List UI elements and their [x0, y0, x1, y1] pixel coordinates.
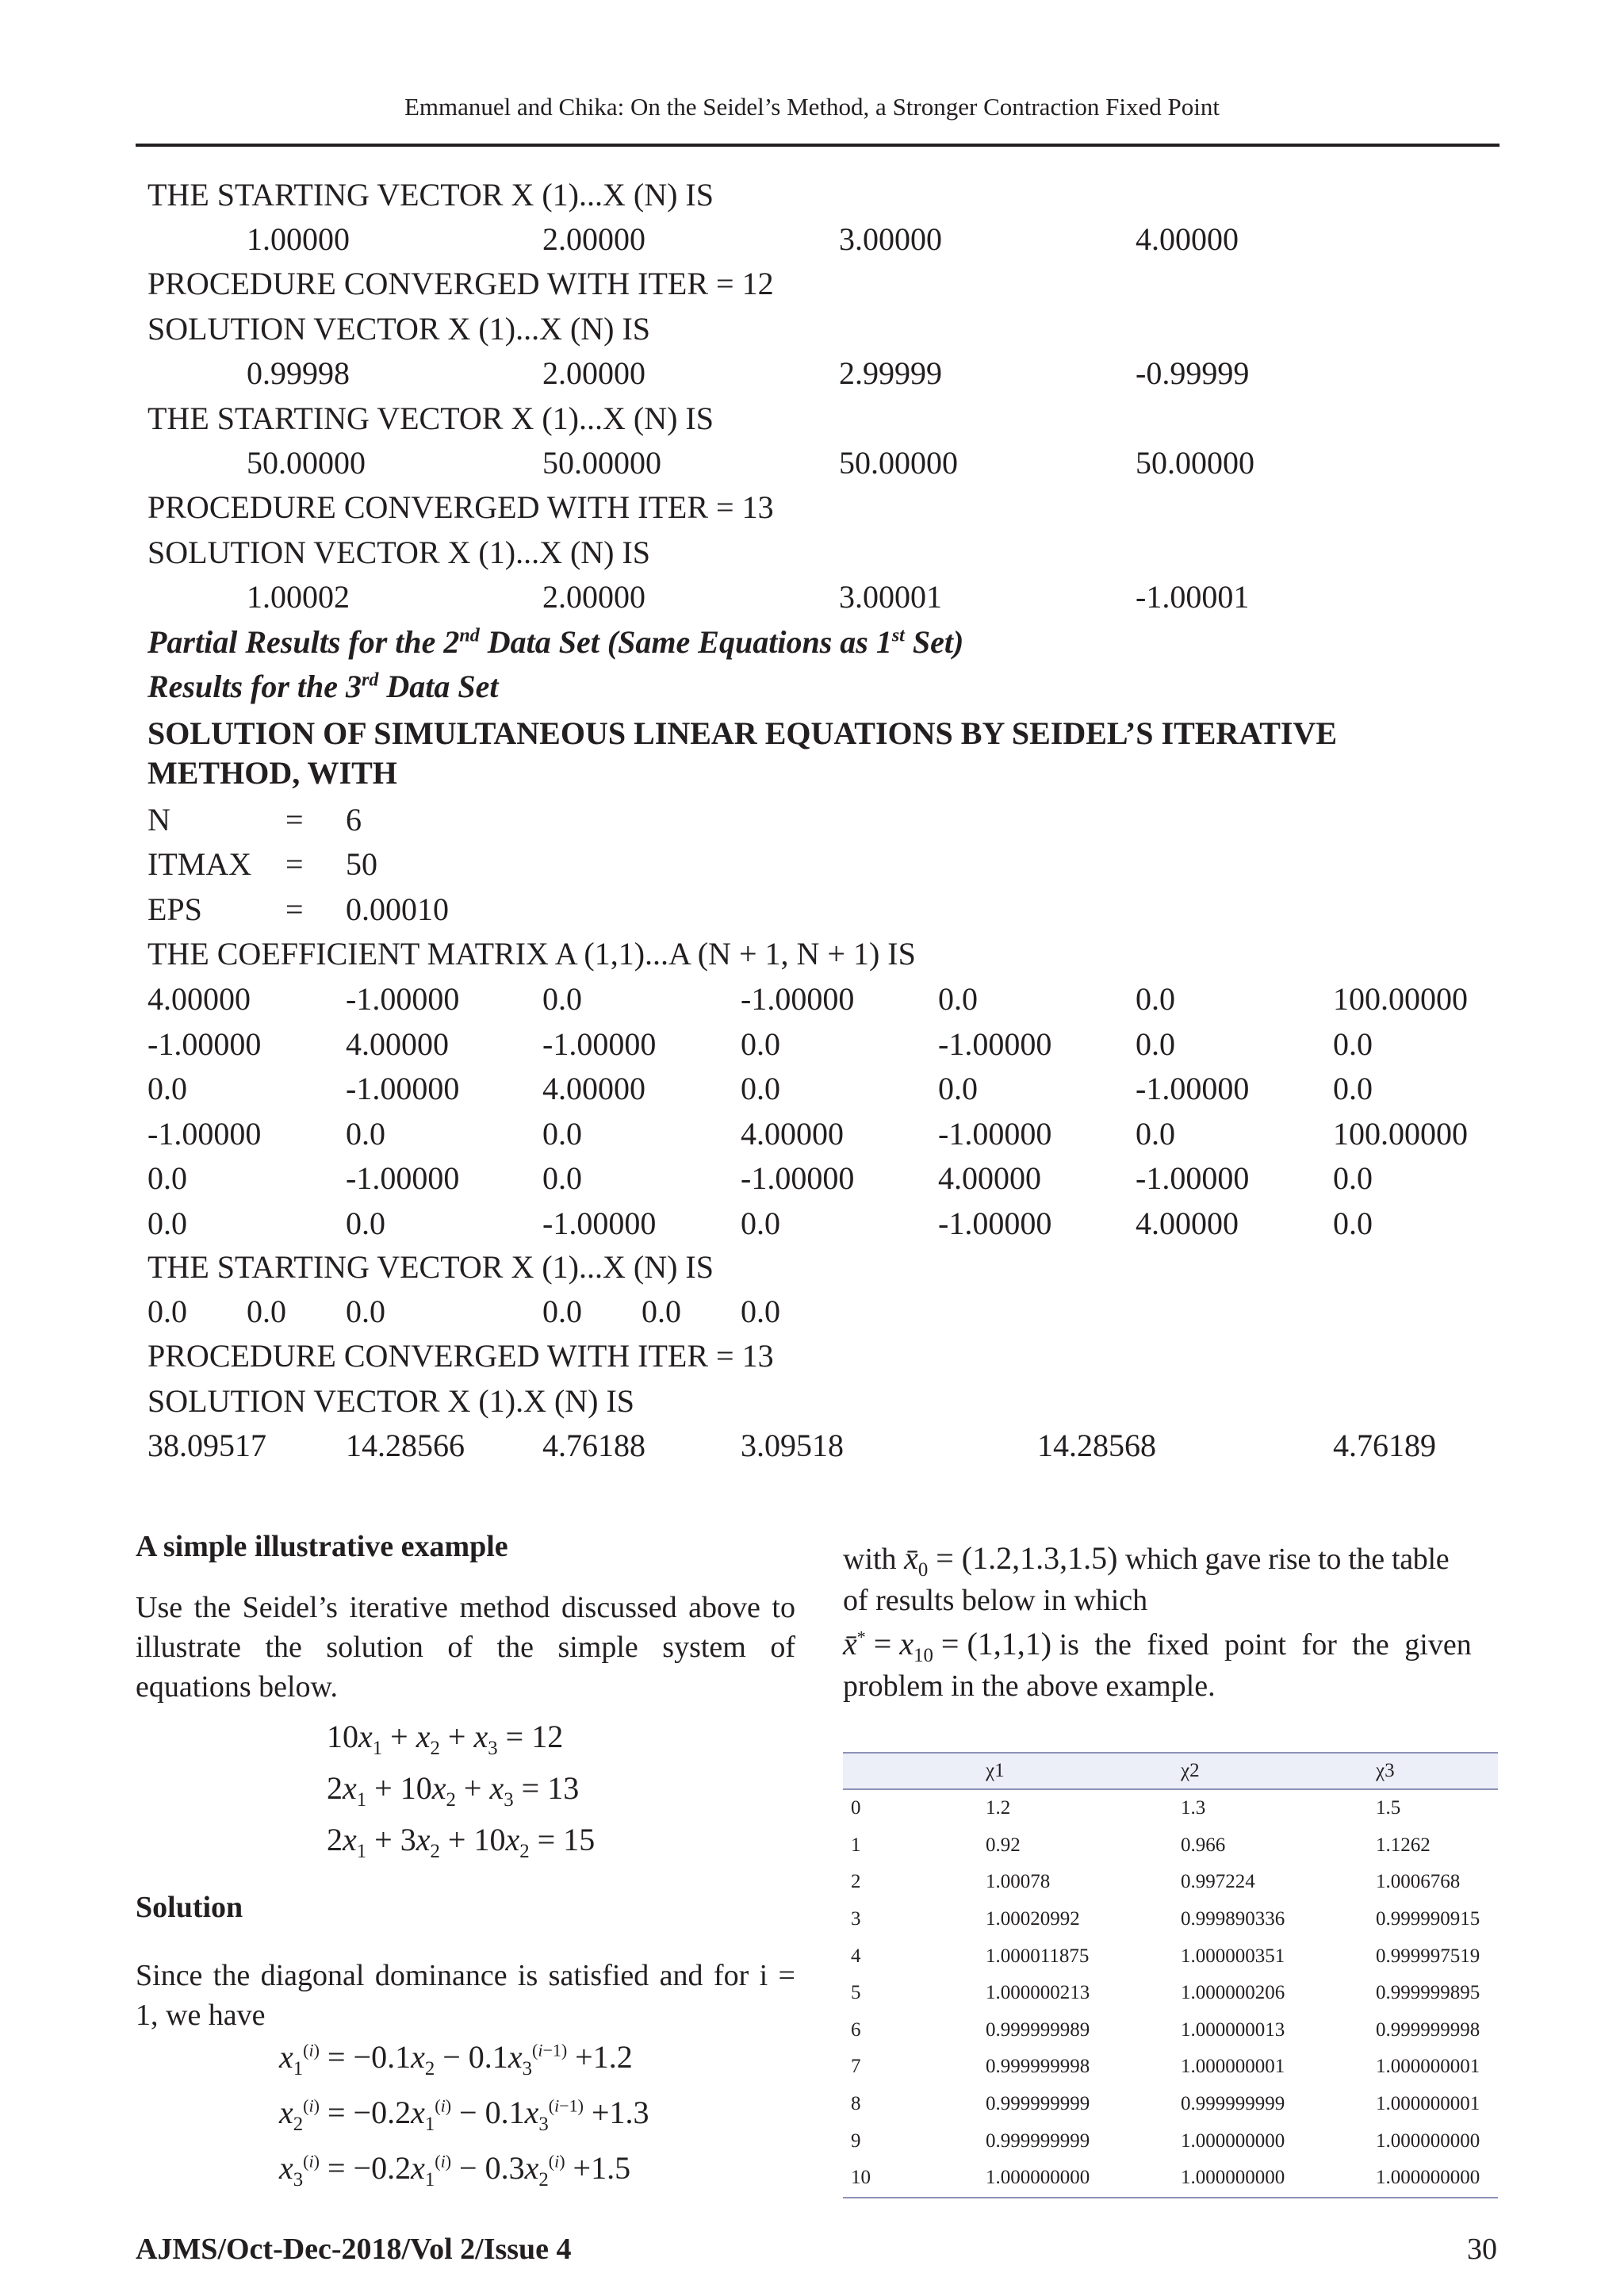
matrix-label: THE COEFFICIENT MATRIX A (1,1)...A (N + 1, N + 1) IS	[147, 936, 916, 972]
matrix-cell: -1.00000	[1136, 1160, 1250, 1196]
table-cell: 1	[851, 1834, 861, 1856]
param-equals: =	[285, 802, 304, 838]
matrix-cell: 100.00000	[1333, 981, 1468, 1017]
start3-value: 0.0	[741, 1294, 780, 1329]
matrix-cell: -1.00000	[147, 1025, 262, 1062]
matrix-cell: -1.00000	[938, 1205, 1052, 1241]
table-cell: 1.000011875	[986, 1945, 1090, 1967]
table-cell: 1.000000351	[1181, 1945, 1285, 1967]
matrix-cell: 0.0	[542, 981, 582, 1017]
start2-value: 50.00000	[1136, 445, 1254, 481]
matrix-cell: 0.0	[147, 1205, 187, 1241]
table-cell: 7	[851, 2056, 861, 2078]
matrix-cell: 0.0	[1333, 1160, 1373, 1196]
matrix-cell: 0.0	[1136, 1025, 1175, 1062]
iteration-equation-2: $x_2^{(i)} = -0.2x_1^{(i)} - 0.1x_3^{(i-1)} +1.3$	[279, 2095, 649, 2135]
matrix-cell: 0.0	[147, 1071, 187, 1106]
solution-heading-line-2: METHOD, WITH	[147, 755, 397, 791]
start3-value: 0.0	[542, 1294, 582, 1329]
param-name: N	[147, 802, 170, 838]
table-cell: 8	[851, 2093, 861, 2115]
table-row	[843, 1901, 1498, 1938]
table-cell: 1.5	[1376, 1797, 1401, 1819]
table-cell: 1.000000001	[1376, 2056, 1480, 2078]
matrix-cell: 0.0	[542, 1115, 582, 1152]
table-cell: 0.966	[1181, 1834, 1226, 1856]
solution-text: Since the diagonal dominance is satisfied and for i = 1, we have	[136, 1959, 795, 2032]
system-equation-3: $2x_1 + 3x_2 + 10x_2 = 15$	[327, 1822, 596, 1862]
right-line-3: x̄* = $x_{10} = (1,1,1)$ is the fixed point for the given	[843, 1626, 1472, 1666]
table-cell: 0.999890336	[1181, 1908, 1285, 1930]
table-cell: 0.999999999	[986, 2093, 1090, 2115]
param-value: 6	[346, 802, 362, 838]
table-cell: 10	[843, 2160, 986, 2198]
partial-results-heading: Partial Results for the 2nd Data Set (Same Equations as 1st Set)	[147, 624, 964, 660]
table-row	[843, 1938, 1498, 1975]
start3-label: THE STARTING VECTOR X (1)...X (N) IS	[147, 1249, 714, 1285]
matrix-cell: 0.0	[147, 1160, 187, 1196]
solution-heading: Solution	[136, 1891, 243, 1924]
param-equals: =	[285, 891, 304, 927]
param-value: 50	[346, 846, 377, 882]
iteration-equation-1: $x_1^{(i)} = -0.1x_2 - 0.1x_3^{(i-1)} +1.2$	[279, 2039, 633, 2079]
example-heading: A simple illustrative example	[136, 1530, 508, 1563]
table-cell: 1.3	[1181, 1797, 1206, 1819]
start1-label: THE STARTING VECTOR X (1)...X (N) IS	[147, 177, 714, 213]
solution1-value: 2.00000	[542, 355, 645, 391]
solution3-value: 4.76188	[542, 1428, 645, 1463]
param-equals: =	[285, 846, 304, 882]
table-row	[843, 1789, 1498, 1827]
page-number: 30	[1467, 2233, 1497, 2266]
table-cell: 1.000000000	[1376, 2129, 1480, 2152]
solution3-value: 38.09517	[147, 1428, 266, 1463]
table-cell: 1.0006768	[1376, 1871, 1461, 1893]
start1-value: 2.00000	[542, 221, 645, 257]
start3-value: 0.0	[642, 1294, 681, 1329]
matrix-cell: 0.0	[938, 1071, 978, 1106]
system-equation-1: $10x_1 + x_2 + x_3 = 12$	[327, 1719, 564, 1759]
right-line-1: with $x̄_0 = (1.2,1.3,1.5)$ which gave rise to the table	[843, 1540, 1450, 1581]
table-cell: 0.999999999	[1181, 2093, 1285, 2115]
table-row	[843, 2012, 1498, 2049]
param-value: 0.00010	[346, 891, 449, 927]
matrix-cell: 4.00000	[147, 981, 251, 1017]
table-row	[843, 2122, 1498, 2160]
matrix-cell: 0.0	[542, 1160, 582, 1196]
solution3-value: 14.28566	[346, 1428, 465, 1463]
matrix-cell: 100.00000	[1333, 1115, 1468, 1152]
table-cell: 2	[851, 1871, 861, 1893]
table-row	[843, 2049, 1498, 2086]
start1-value: 1.00000	[247, 221, 350, 257]
right-line-2: of results below in which	[843, 1584, 1148, 1617]
solution-heading-line-1: SOLUTION OF SIMULTANEOUS LINEAR EQUATIONS BY SEIDEL’S ITERATIVE	[147, 715, 1338, 751]
matrix-cell: 4.00000	[1136, 1205, 1239, 1241]
matrix-cell: 0.0	[346, 1205, 385, 1241]
matrix-cell: -1.00000	[741, 981, 855, 1017]
table-cell: 1.000000213	[986, 1982, 1090, 2004]
converged-line-3: PROCEDURE CONVERGED WITH ITER = 13	[147, 1338, 774, 1374]
table-header-cell: χ3	[1376, 1753, 1498, 1789]
table-row	[843, 2086, 1498, 2123]
table-cell: 0.999999999	[986, 2129, 1090, 2152]
matrix-cell: -1.00000	[147, 1115, 262, 1152]
param-name: ITMAX	[147, 846, 252, 882]
table-cell: 1.000000001	[1376, 2093, 1480, 2115]
system-equation-2: $2x_1 + 10x_2 + x_3 = 13$	[327, 1770, 580, 1811]
table-cell: 1.000000000	[1376, 2160, 1498, 2198]
matrix-cell: -1.00000	[741, 1160, 855, 1196]
param-name: EPS	[147, 891, 202, 927]
start2-value: 50.00000	[839, 445, 958, 481]
table-cell: 5	[851, 1982, 861, 2004]
example-intro: Use the Seidel’s iterative method discussed above to illustrate the solution of the simple system of equations below.	[136, 1591, 795, 1704]
matrix-cell: -1.00000	[542, 1205, 657, 1241]
table-cell: 0	[851, 1797, 861, 1819]
table-cell: 6	[851, 2018, 861, 2041]
table-cell: 0.999997519	[1376, 1945, 1480, 1967]
matrix-cell: -1.00000	[1136, 1071, 1250, 1106]
solution3-value: 3.09518	[741, 1428, 844, 1463]
table-cell: 1.000000206	[1181, 1982, 1285, 2004]
iteration-results-table	[843, 1752, 1498, 2198]
matrix-cell: 0.0	[1136, 981, 1175, 1017]
matrix-cell: 0.0	[741, 1025, 780, 1062]
header-rule	[136, 144, 1500, 147]
table-cell: 0.92	[986, 1834, 1021, 1856]
start2-value: 50.00000	[247, 445, 366, 481]
matrix-cell: 0.0	[1333, 1025, 1373, 1062]
table-cell: 0.999999989	[986, 2018, 1090, 2041]
solution3-value: 14.28568	[1037, 1428, 1156, 1463]
solution2-value: 2.00000	[542, 579, 645, 615]
table-cell: 0.999999998	[986, 2056, 1090, 2078]
journal-footer: AJMS/Oct-Dec-2018/Vol 2/Issue 4	[136, 2233, 572, 2266]
start3-value: 0.0	[346, 1294, 385, 1329]
matrix-cell: -1.00000	[938, 1115, 1052, 1152]
table-cell: 0.997224	[1181, 1871, 1255, 1893]
matrix-cell: 4.00000	[938, 1160, 1041, 1196]
matrix-cell: -1.00000	[346, 1071, 460, 1106]
matrix-cell: 0.0	[346, 1115, 385, 1152]
solution2-label: SOLUTION VECTOR X (1)...X (N) IS	[147, 535, 651, 570]
matrix-cell: -1.00000	[938, 1025, 1052, 1062]
table-row	[843, 1827, 1498, 1865]
matrix-cell: -1.00000	[542, 1025, 657, 1062]
converged-line-2: PROCEDURE CONVERGED WITH ITER = 13	[147, 489, 774, 525]
solution3-label: SOLUTION VECTOR X (1).X (N) IS	[147, 1383, 635, 1419]
table-header-cell: χ1	[986, 1753, 1181, 1789]
start1-value: 4.00000	[1136, 221, 1239, 257]
solution1-value: -0.99999	[1136, 355, 1250, 391]
matrix-cell: 4.00000	[741, 1115, 844, 1152]
table-cell: 1.000000013	[1181, 2018, 1285, 2041]
table-cell: 1.000000001	[1181, 2056, 1285, 2078]
table-cell: 4	[851, 1945, 861, 1967]
converged-line-1: PROCEDURE CONVERGED WITH ITER = 12	[147, 266, 774, 301]
solution2-value: -1.00001	[1136, 579, 1250, 615]
results-third-heading: Results for the 3rd Data Set	[147, 669, 499, 704]
table-cell: 1.00020992	[986, 1908, 1080, 1930]
table-cell: 1.2	[986, 1797, 1011, 1819]
solution2-value: 3.00001	[839, 579, 942, 615]
table-cell: 1.000000000	[986, 2160, 1181, 2198]
table-cell: 1.1262	[1376, 1834, 1431, 1856]
start2-value: 50.00000	[542, 445, 661, 481]
matrix-cell: 0.0	[1333, 1205, 1373, 1241]
matrix-cell: -1.00000	[346, 981, 460, 1017]
matrix-cell: -1.00000	[346, 1160, 460, 1196]
table-header-cell	[843, 1753, 986, 1789]
table-row	[843, 2160, 1498, 2198]
solution1-label: SOLUTION VECTOR X (1)...X (N) IS	[147, 311, 651, 347]
start3-value: 0.0	[247, 1294, 286, 1329]
table-cell: 1.00078	[986, 1871, 1051, 1893]
matrix-cell: 0.0	[1136, 1115, 1175, 1152]
table-row	[843, 1864, 1498, 1901]
solution3-value: 4.76189	[1333, 1428, 1436, 1463]
table-cell: 1.000000000	[1181, 2160, 1376, 2198]
matrix-cell: 0.0	[741, 1071, 780, 1106]
table-header-cell: χ2	[1181, 1753, 1376, 1789]
matrix-cell: 0.0	[1333, 1071, 1373, 1106]
table-cell: 0.999999895	[1376, 1982, 1480, 2004]
solution1-value: 2.99999	[839, 355, 942, 391]
start2-label: THE STARTING VECTOR X (1)...X (N) IS	[147, 401, 714, 436]
matrix-cell: 0.0	[741, 1205, 780, 1241]
solution2-value: 1.00002	[247, 579, 350, 615]
table-cell: 0.999990915	[1376, 1908, 1480, 1930]
running-title: Emmanuel and Chika: On the Seidel’s Method, a Stronger Contraction Fixed Point	[404, 93, 1220, 121]
matrix-cell: 4.00000	[346, 1025, 449, 1062]
table-header-row	[843, 1753, 1498, 1789]
iteration-equation-3: $x_3^{(i)} = -0.2x_1^{(i)} - 0.3x_2^{(i)} +1.5$	[279, 2150, 631, 2191]
right-line-4: problem in the above example.	[843, 1669, 1216, 1703]
solution1-value: 0.99998	[247, 355, 350, 391]
start3-value: 0.0	[147, 1294, 187, 1329]
table-cell: 0.999999998	[1376, 2018, 1480, 2041]
start1-value: 3.00000	[839, 221, 942, 257]
matrix-cell: 0.0	[938, 981, 978, 1017]
table-cell: 9	[851, 2129, 861, 2152]
table-row	[843, 1975, 1498, 2012]
table-cell: 1.000000000	[1181, 2129, 1285, 2152]
table-cell: 3	[851, 1908, 861, 1930]
matrix-cell: 4.00000	[542, 1071, 645, 1106]
